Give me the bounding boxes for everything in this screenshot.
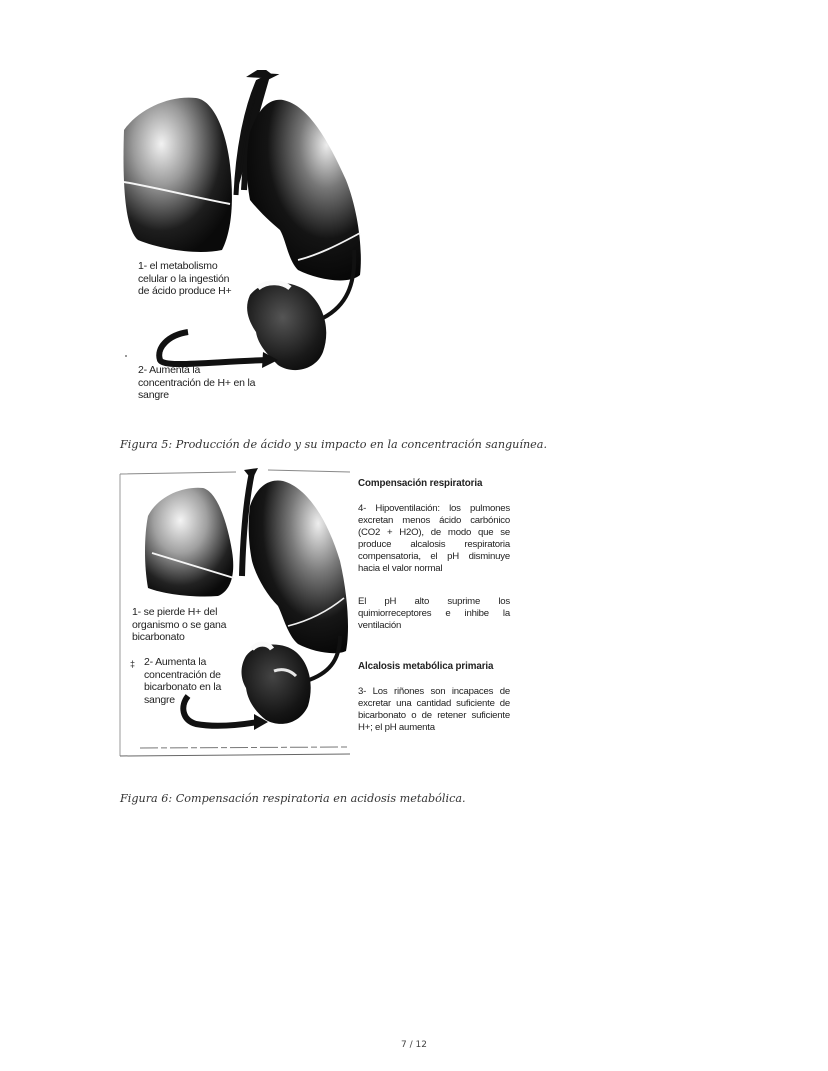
figure-5-image [118, 70, 378, 410]
figure-5-caption: Figura 5: Producción de ácido y su impacto en la concentración sanguínea. [120, 438, 548, 451]
figure-6-bullet: ‡ [130, 659, 135, 669]
figure-6-image [118, 466, 518, 761]
heading-alcalosis-metabolica: Alcalosis metabólica primaria [358, 661, 494, 672]
paragraph-rinones: 3- Los riñones son incapaces de excretar una cantidad suficiente de bicarbonato o de retener suficiente H+; el pH aumenta [358, 686, 510, 733]
figure-5-label-2: 2- Aumenta la concentración de H+ en la sangre [138, 364, 256, 401]
paragraph-hipoventilacion: 4- Hipoventilación: los pulmones excretan menos ácido carbónico (CO2 + H2O), de modo que se produce alcalosis respiratoria compensatoria, el pH disminuye hacia el valor normal [358, 503, 510, 574]
lungs-kidney-illustration-icon [118, 70, 378, 410]
figure-5-label-1: 1- el metabolismo celular o la ingestión de ácido produce H+ [138, 260, 232, 297]
figure-6-caption: Figura 6: Compensación respiratoria en acidosis metabólica. [120, 792, 466, 805]
figure-6-label-1: 1- se pierde H+ del organismo o se gana bicarbonato [132, 606, 227, 643]
figure-6-label-2: 2- Aumenta la concentración de bicarbonato en la sangre [144, 656, 222, 706]
heading-compensacion-respiratoria: Compensación respiratoria [358, 478, 483, 489]
page-number: 7 / 12 [401, 1040, 427, 1050]
paragraph-ph-alto: El pH alto suprime los quimiorreceptores e inhibe la ventilación [358, 596, 510, 631]
